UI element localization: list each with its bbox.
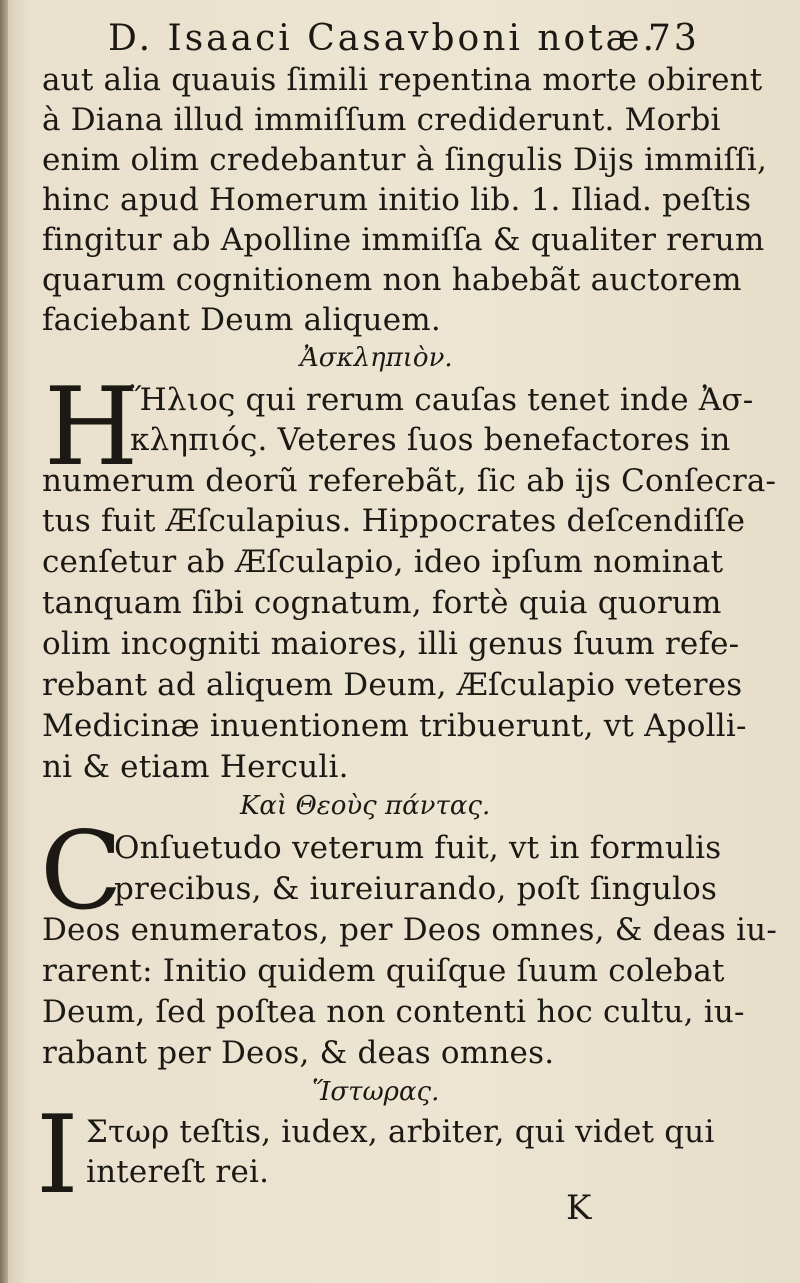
text-line: à Diana illud immiſſum crediderunt. Morbi bbox=[42, 102, 721, 138]
dropcap-letter: I bbox=[36, 1093, 79, 1218]
text-line: rabant per Deos, & deas omnes. bbox=[42, 1035, 555, 1071]
text-line: Ἥλιος qui rerum cauſas tenet inde Ἀσ- bbox=[130, 382, 754, 418]
text-line: Medicinæ inuentionem tribuerunt, vt Apolli- bbox=[42, 708, 747, 744]
text-line: Onſuetudo veterum fuit, vt in formulis bbox=[114, 830, 722, 866]
text-line: ni & etiam Herculi. bbox=[42, 749, 349, 785]
text-line: rebant ad aliquem Deum, Æſculapio veteres bbox=[42, 667, 743, 703]
text-line: hinc apud Homerum initio lib. 1. Iliad. peſtis bbox=[42, 182, 752, 218]
lemma-heading: Καὶ Θεοὺς πάντας. bbox=[240, 791, 491, 821]
text-line: fingitur ab Apolline immiſſa & qualiter rerum bbox=[42, 222, 765, 258]
text-line: faciebant Deum aliquem. bbox=[42, 302, 441, 338]
text-line: tanquam ſibi cognatum, fortè quia quorum bbox=[42, 585, 722, 621]
text-line: Deum, ſed poſtea non contenti hoc cultu, iu- bbox=[42, 994, 745, 1030]
page-gutter-shadow bbox=[0, 0, 8, 1283]
text-line: numerum deorũ referebãt, ſic ab ijs Conſecra- bbox=[42, 463, 777, 499]
text-line: cenſetur ab Æſculapio, ideo ipſum nominat bbox=[42, 544, 724, 580]
text-line: precibus, & iureiurando, poſt ſingulos bbox=[114, 871, 718, 907]
text-line: rarent: Initio quidem quiſque ſuum colebat bbox=[42, 953, 725, 989]
dropcap-letter: H bbox=[44, 365, 139, 490]
text-line: olim incogniti maiores, illi genus ſuum refe- bbox=[42, 626, 740, 662]
lemma-heading: Ἵστωρας. bbox=[312, 1077, 440, 1107]
signature-mark: K bbox=[566, 1188, 592, 1228]
text-line: intereſt rei. bbox=[86, 1154, 270, 1190]
text-line: Deos enumeratos, per Deos omnes, & deas iu- bbox=[42, 912, 777, 948]
text-line: enim olim credebantur à ſingulis Dijs immiſſi, bbox=[42, 142, 768, 178]
lemma-heading: Ἀσκληπιὸν. bbox=[300, 343, 453, 373]
text-line: quarum cognitionem non habebãt auctorem bbox=[42, 262, 742, 298]
text-line: tus fuit Æſculapius. Hippocrates deſcendiſſe bbox=[42, 503, 746, 539]
text-line: κληπιός. Veteres ſuos benefactores in bbox=[130, 422, 731, 458]
text-line: Στωρ teſtis, iudex, arbiter, qui videt qui bbox=[86, 1114, 715, 1150]
page-number: 73 bbox=[648, 18, 700, 59]
running-title: D. Isaaci Casavboni notæ. bbox=[108, 18, 657, 59]
dropcap-letter: C bbox=[40, 809, 123, 934]
text-line: aut alia quauis ſimili repentina morte obirent bbox=[42, 62, 763, 98]
